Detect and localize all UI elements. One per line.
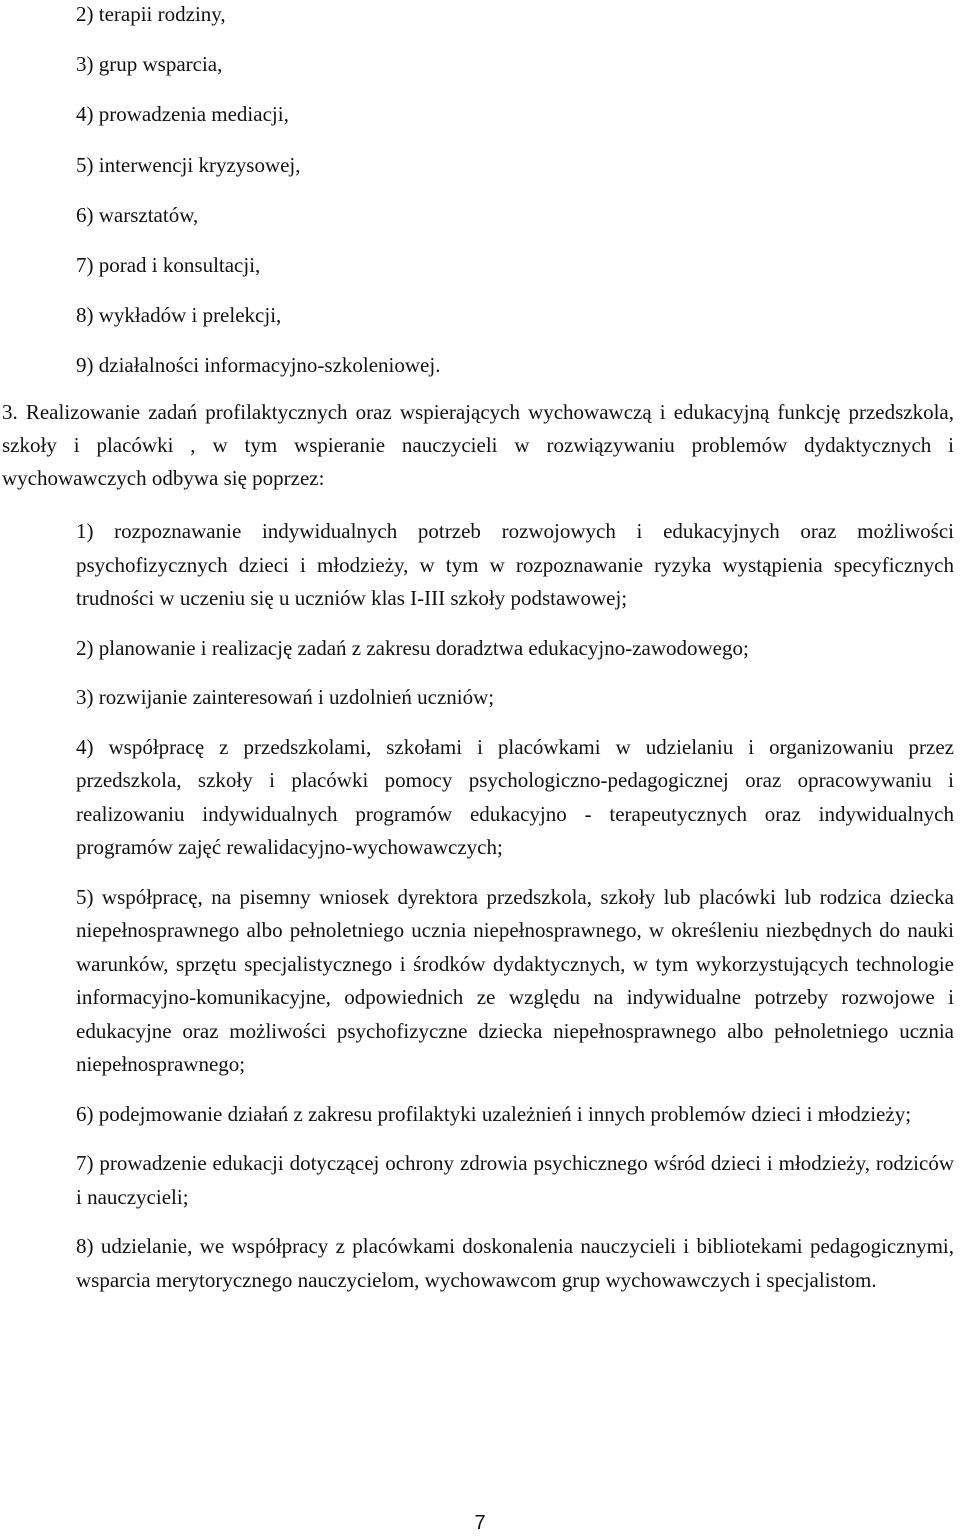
list-item	[76, 201, 440, 251]
list-item-text: 8) udzielanie, we współpracy z placówkami doskonalenia nauczycieli i bibliotekami pedagogicznymi, wsparcia merytorycznego nauczycielom, wychowawcom grup wychowawczych i specjalistom.	[76, 1234, 954, 1292]
list-item-text: 5) współpracę, na pisemny wniosek dyrektora przedszkola, szkoły lub placówki lub rodzica dziecka niepełnosprawnego albo pełnoletniego ucznia niepełnosprawnego, w określeniu niezbędnych do nauki warunków, sprzętu specjalistycznego i środków dydaktycznych, w tym wykorzystujących technologie informacyjno-komunikacyjne, odpowiednich ze względu na indywidualne potrzeby rozwojowe i edukacyjne oraz możliwości psychofizyczne dziecka niepełnosprawnego albo pełnoletniego ucznia niepełnosprawnego;	[76, 884, 954, 1076]
list-item-1	[76, 515, 954, 616]
list-item-8	[76, 1230, 954, 1297]
continued-list	[76, 0, 440, 402]
list-item-5	[76, 881, 954, 1082]
list-item-text: 8) wykładów i prelekcji,	[76, 303, 282, 328]
list-item-7	[76, 1147, 954, 1214]
list-item	[76, 251, 440, 301]
list-item-text: 2) terapii rodziny,	[76, 2, 226, 26]
list-item-text: 6) podejmowanie działań z zakresu profilaktyki uzależnień i innych problemów dzieci i młodzieży;	[76, 1101, 912, 1126]
list-item-text: 6) warsztatów,	[76, 202, 199, 227]
list-item-text: 1) rozpoznawanie indywidualnych potrzeb rozwojowych i edukacyjnych oraz możliwości psychofizycznych dzieci i młodzieży, w tym w rozpoznawanie ryzyka wystąpienia specyficznych trudności w uczeniu się u uczniów klas I-III szkoły podstawowej;	[76, 519, 954, 610]
list-item-4	[76, 731, 954, 865]
list-item-2	[76, 632, 954, 666]
list-item-text: 9) działalności informacyjno-szkoleniowej.	[76, 353, 441, 378]
list-item	[76, 351, 440, 401]
list-item-text: 4) współpracę z przedszkolami, szkołami i placówkami w udzielaniu i organizowaniu przez przedszkola, szkoły i placówki pomocy psychologiczno-pedagogicznej oraz opracowywaniu i realizowaniu indywidualnych programów edukacyjno - terapeutycznych oraz indywidualnych programów zajęć rewalidacyjno-wychowawczych;	[76, 734, 954, 859]
list-item-text: 7) porad i konsultacji,	[76, 252, 261, 277]
list-item-text: 5) interwencji kryzysowej,	[76, 152, 301, 177]
numbered-list	[76, 515, 954, 1313]
list-item	[76, 301, 440, 351]
list-item-text: 7) prowadzenie edukacji dotyczącej ochrony zdrowia psychicznego wśród dzieci i młodzieży, rodziców i nauczycieli;	[76, 1151, 954, 1209]
list-item-text: 4) prowadzenia mediacji,	[76, 102, 289, 127]
list-item	[76, 151, 440, 201]
list-item-text: 3) grup wsparcia,	[76, 52, 223, 77]
section-3-paragraph	[2, 396, 954, 495]
list-item-text: 2) planowanie i realizację zadań z zakresu doradztwa edukacyjno-zawodowego;	[76, 635, 749, 660]
list-item	[76, 0, 440, 50]
list-item-6	[76, 1098, 954, 1132]
section-3-text: 3. Realizowanie zadań profilaktycznych oraz wspierających wychowawczą i edukacyjną funkcję przedszkola, szkoły i placówki , w tym wspieranie nauczycieli w rozwiązywaniu problemów dydaktycznych i wychowawczych odbywa się poprzez:	[2, 400, 954, 490]
page-number: 7	[474, 1512, 486, 1534]
list-item-text: 3) rozwijanie zainteresowań i uzdolnień uczniów;	[76, 685, 495, 709]
list-item	[76, 100, 440, 150]
list-item-3	[76, 681, 954, 715]
list-item	[76, 50, 440, 100]
